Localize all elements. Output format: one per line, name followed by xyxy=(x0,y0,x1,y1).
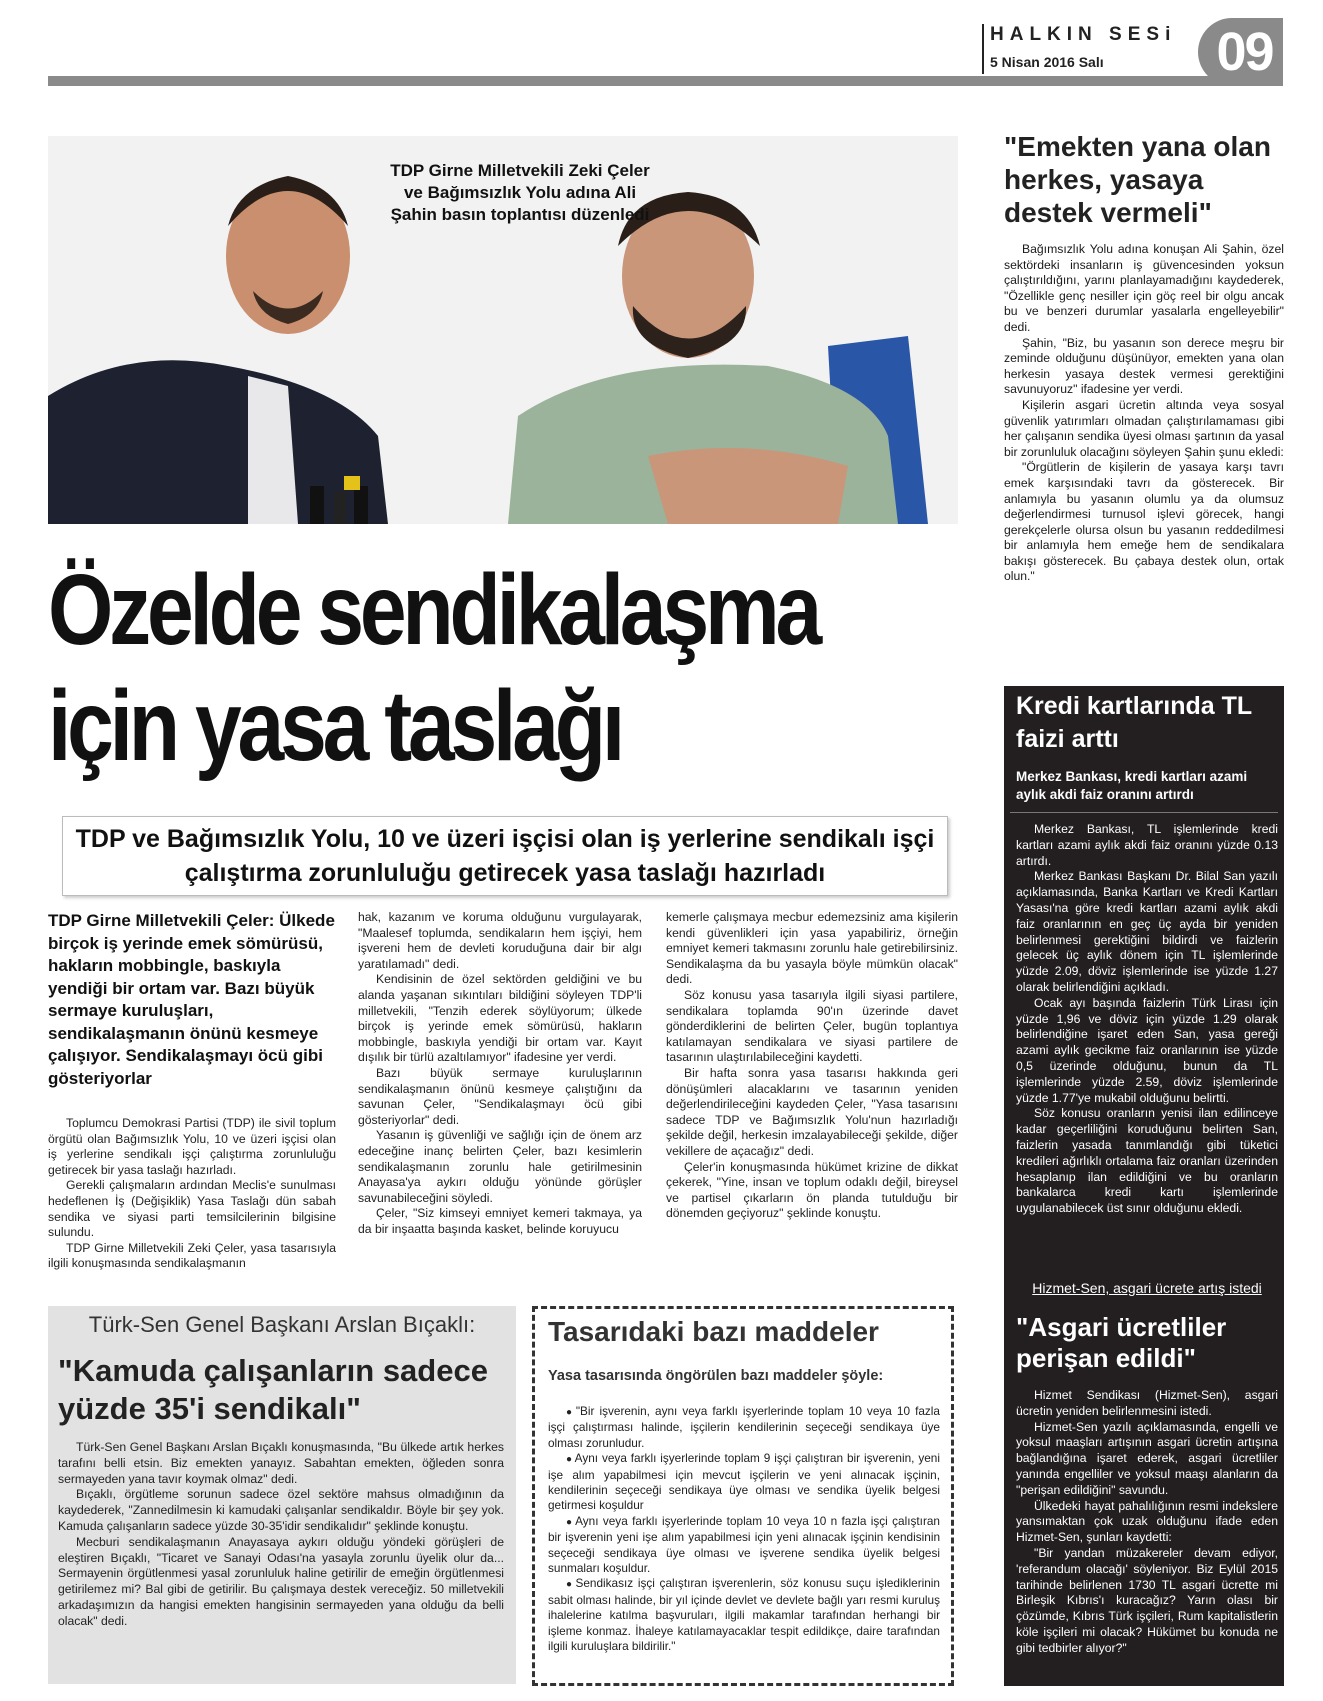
kredi-body xyxy=(1016,822,1278,1217)
article-paragraph: Merkez Bankası Başkanı Dr. Bilal San yazılı açıklamasında, Banka Kartları ve Kredi Kartları Yasası'na göre kredi kartları azami aylık akdi faiz oranlarının en geç üç ayda bir yeniden belirlenmesi gerektiğini bildirdi ve faizlerin gelecek üç aylık dönem için TL işlemlerinde yüzde 2.09, döviz işlemlerinde ise yüzde 1.27 olarak belirlendiğini açıkladı. xyxy=(1016,869,1278,994)
header-divider xyxy=(982,24,984,74)
kredi-divider xyxy=(1010,812,1278,813)
kredi-subtitle: Merkez Bankası, kredi kartları azami aylık akdi faiz oranını artırdı xyxy=(1016,769,1248,802)
article-paragraph: Gerekli çalışmaların ardından Meclis'e sunulması hedeflenen İş (Değişiklik) Yasa Taslağı dün sabah sendika ve siyasi parti temsilcilerinin bilgisine sulundu. xyxy=(48,1178,336,1240)
article-paragraph: Bağımsızlık Yolu adına konuşan Ali Şahin, özel sektördeki insanların iş güvencesinden yoksun çalıştırıldığını, yarını planlayamadığını kaydederek, "Özellikle genç nesiller için göç reel bir olgu ancak bu ve benzeri durumlar yasalarla engelleyebilir" dedi. xyxy=(1004,242,1284,334)
article-paragraph: Şahin, "Biz, bu yasanın son derece meşru bir zeminde olduğunu düşünüyor, emekten yana olan herkesin yasaya destek vermesi gerektiğini savunuyoruz" ifadesine yer verdi. xyxy=(1004,335,1284,397)
lead-paragraph: TDP Girne Milletvekili Çeler: Ülkede birçok iş yerinde emek sömürüsü, hakların mobbingle, baskıyla yendiği bir ortam var. Bazı büyük sermaye kuruluşları, sendikalaşmanın önünü kesmeye çalışıyor. Sendikalaşmayı öcü gibi gösteriyorlar xyxy=(48,911,335,1088)
article-column-1 xyxy=(48,1116,336,1272)
article-paragraph: "Bir yandan müzakereler devam ediyor, 'referandum olacağı' söyleniyor. Biz Eylül 2015 tarihinde belirlenen 1730 TL asgari ücrette mi Birleşik Kıbrıs'ı kuracağız? Yarın olası bir çözümde, Kıbrıs Türk işçileri, Rum kapitalistlerin köle işçileri mi olacak? Hükümet bu konuda ne gibi tedbirler alıyor?" xyxy=(1016,1545,1278,1655)
page-number: 09 xyxy=(1216,22,1273,82)
article-paragraph: Çeler, "Siz kimseyi emniyet kemeri takmaya, ya da bir inşaatta başında kasket, belinde koruyucu xyxy=(358,1206,642,1236)
turksen-kicker: Türk-Sen Genel Başkanı Arslan Bıçaklı: xyxy=(88,1312,476,1337)
headline-line-2: için yasa taslağı xyxy=(48,670,621,782)
article-column-2 xyxy=(358,910,642,1237)
list-item: ● Aynı veya farklı işyerlerinde toplam 9 işçi çalıştıran bir işverenin, yeni işe alım yapabilmesi için mevcut işçilerin ve yeni alınacak işçinin, kendilerinin seçeceği sendikaya üye olması ve sendika üyelik belgesi getirmesi koşuldur xyxy=(548,1451,940,1514)
article-paragraph: Toplumcu Demokrasi Partisi (TDP) ile sivil toplum örgütü olan Bağımsızlık Yolu, 10 ve üzeri işçisi olan iş yerlerine sendikalı işçi çalıştırma zorunluluğu getirecek bir yasa taslağı hazırladı. xyxy=(48,1116,336,1177)
article-paragraph: hak, kazanım ve koruma olduğunu vurgulayarak, "Maalesef toplumda, sendikaların hem işçiyi, hem işvereni hem de devleti koruduğuna dair bir algı yaratılamadı" dedi. xyxy=(358,910,642,971)
sidebar-article-title: "Emekten yana olan herkes, yasaya destek vermeli" xyxy=(1004,131,1271,228)
main-headline xyxy=(48,552,818,784)
newspaper-name: HALKIN SESi xyxy=(990,24,1177,45)
main-subtitle: TDP ve Bağımsızlık Yolu, 10 ve üzeri işçisi olan iş yerlerine sendikalı işçi çalıştırma zorunluluğu getirecek yasa taslağı hazırladı xyxy=(75,825,935,887)
article-paragraph: Söz konusu yasa tasarıyla ilgili siyasi partilere, sendikalara toplamda 90'ın üzerinde davet gönderdiklerini de belirten Çeler, bugün toplantıya katılamayan sendikalara ve siyasi partilere de tasarının ulaştırılabileceğini kaydetti. xyxy=(666,987,958,1065)
article-paragraph: Türk-Sen Genel Başkanı Arslan Bıçaklı konuşmasında, "Bu ülkede artık herkes tarafını belli etsin. Biz emekten yanayız. Sabahtan emekten, öğleden sonra sermayeden yana tavır koymak olmaz" dedi. xyxy=(58,1440,504,1486)
article-paragraph: Hizmet-Sen yazılı açıklamasında, engelli ve yoksul maaşları artışının asgari ücretin artışına bağlandığına işaret ederek, asgari ücretliler yanında engelliler ve yoksul maaşı alanların da "perişan edildiğini" savundu. xyxy=(1016,1419,1278,1497)
article-paragraph: Çeler'in konuşmasında hükümet krizine de dikkat çekerek, "Yine, insan ve toplum odaklı değil, bireysel ve partisel çıkarların ön planda tutulduğu bir dönemden geçiyoruz" şeklinde konuştu. xyxy=(666,1159,958,1221)
headline-line-1: Özelde sendikalaşma xyxy=(48,554,818,666)
article-paragraph: Bıçaklı, örgütleme sorunun sadece özel sektöre mahsus olmadığının da kaydederek, "Zannedilmesin ki kamudaki çalışanlar sendikaldır. Böyle bir şey yok. Kamuda çalışanların sadece yüzde 30-35'idir sendikalıdır" şeklinde konuştu. xyxy=(58,1487,504,1533)
article-paragraph: Kişilerin asgari ücretin altında veya sosyal güvenlik yatırımları olmadan çalıştırılamaması gibi her çalışanın sendika üyesi olması şartının da yasal bir zorunluluk olacağını söyleyen Şahin şunu ekledi: xyxy=(1004,397,1284,459)
turksen-body xyxy=(58,1440,504,1630)
article-paragraph: Kendisinin de özel sektörden geldiğini ve bu alanda yaşanan sıkıntıları bildiğini söyleyen TDP'li milletvekili, "Tenzih ederek söylüyorum; ülkede birçok iş yerinde emek sömürüsü, hakların mobbingle, baskıyla yendiği bir ortam var. Kayıt dışılık bir türlü azaltılamıyor" ifadesine yer verdi. xyxy=(358,972,642,1065)
list-item: ● Aynı veya farklı işyerlerinde toplam 10 veya 10 n fazla işçi çalıştıran bir işverenin yeni işe alım yapabilmesi için yeni alınacak işçinin kendisinin seçeceği sendikaya üye olması ve işverene sendika üyelik belgesi sunmaları koşuldur. xyxy=(548,1514,940,1577)
turksen-title: "Kamuda çalışanların sadece yüzde 35'i sendikalı" xyxy=(58,1353,488,1426)
article-paragraph: Bir hafta sonra yasa tasarısı hakkında geri dönüşümleri alacaklarını ve tasarının yeniden değerlendirileceğini kaydeden Çeler, "Yasa tasarısını sadece TDP ve Bağımsızlık Yolu'nun hazırladığı şekilde değil, herkesin imzalayabileceği şekilde, diğer vekillere de açacağız" dedi. xyxy=(666,1065,958,1158)
tasari-title: Tasarıdaki bazı maddeler xyxy=(548,1316,879,1347)
article-paragraph: TDP Girne Milletvekili Zeki Çeler, yasa tasarısıyla ilgili konuşmasında sendikalaşmanın xyxy=(48,1240,336,1271)
article-column-3 xyxy=(666,910,958,1222)
header-rule xyxy=(48,76,1283,86)
tasari-lead: Yasa tasarısında öngörülen bazı maddeler şöyle: xyxy=(548,1368,884,1384)
article-paragraph: Bazı büyük sermaye kuruluşlarının sendikalaşmanın önünü kesmeye çalıştığını da savunan Çeler, "Sendikalaşmayı öcü gibi gösteriyorlar" dedi. xyxy=(358,1065,642,1127)
article-paragraph: kemerle çalışmaya mecbur edemezsiniz ama kişilerin kendi güvenlikleri için yasa yapabiliriz, örneğin emniyet kemeri takmasını zorunlu hale getirebilirsiniz. Sendikalaşma da bu yasayla böyle mümkün olacak" dedi. xyxy=(666,910,958,987)
kredi-title: Kredi kartlarında TL faizi arttı xyxy=(1016,692,1252,753)
list-item: ● "Bir işverenin, aynı veya farklı işyerlerinde toplam 10 veya 10 fazla işçi çalıştırması halinde, işçilerin kendilerinin seçeceği sendikaya üye olması zorunludur. xyxy=(548,1404,940,1451)
article-paragraph: Hizmet Sendikası (Hizmet-Sen), asgari ücretin yeniden belirlenmesini istedi. xyxy=(1016,1388,1278,1418)
article-paragraph: Söz konusu oranların yenisi ilan edilinceye kadar geçerliliğini koruduğunu belirten San, faizlerin yasada tanımlandığı gibi tüketici kredileri ağırlıklı ortalama faiz oranları üzerinden hesaplanıp ilan edildiğini ve bu oranların bankalarca kredi kartı işlemlerinde uygulanabilecek üst sınır olduğunu ekledi. xyxy=(1016,1106,1278,1216)
list-item: ● Sendikasız işçi çalıştıran işverenlerin, söz konusu suçu işlediklerinin sabit olması halinde, bir yıl içinde devlet ve devlete bağlı yarı resmi kuruluş ihalelerine katılma başvuruları, ilgili makamlar tarafından herhangi bir işleme konmaz. İhaleye katılamayacaklar tespit edildikçe, daire tarafından ilgili kuruluşlara bildirilir." xyxy=(548,1576,940,1654)
article-paragraph: Ocak ayı başında faizlerin Türk Lirası için yüzde 1,96 ve döviz için yüzde 1.29 olarak belirlendiğine işaret eden San, yasa gereği azami aylık gecikme faiz oranlarının ise yüzde 0,5 üzerinde olduğunu, bunun da TL işlemlerinde yüzde 2.59, döviz işlemlerinde yüzde 1.77'ye mukabil olduğunu belirtti. xyxy=(1016,995,1278,1105)
hizmetsen-kicker: Hizmet-Sen, asgari ücrete artış istedi xyxy=(1032,1280,1262,1296)
article-paragraph: "Örgütlerin de kişilerin de yasaya karşı tavrı emek karşısındaki tavrı da gösterecek. Bir anlamıyla bu yasanın olumlu ya da olumsuz değerlendirmesi turnusol işlevi görecek, hangi gerekçelerle olursa olsun bu yasanın reddedilmesi bir anlamıyla hem emeğe hem de sendikalara bakışı gösterecek. Bu çabaya destek olun, ortak olun." xyxy=(1004,460,1284,584)
issue-date: 5 Nisan 2016 Salı xyxy=(990,54,1104,70)
sidebar-article-body xyxy=(1004,242,1284,585)
article-paragraph: Merkez Bankası, TL işlemlerinde kredi kartları azami aylık akdi faiz oranını yüzde 0.13 artırdı. xyxy=(1016,822,1278,868)
article-paragraph: Ülkedeki hayat pahalılığının resmi indekslere yansımaktan çok uzak olduğunu ifade eden Hizmet-Sen, şunları kaydetti: xyxy=(1016,1498,1278,1545)
article-paragraph: Mecburi sendikalaşmanın Anayasaya aykırı olduğu yöndeki görüşleri de eleştiren Bıçaklı, "Ticaret ve Sanayi Odası'na yasayla zorunlu üyelik olur da... Sermayenin örgütlenmesi yasal zorunluluk haline getirilir de emeğin örgütlenmesi getirilemez mi? Bal gibi de getirilir. Bu çalışmaya destek vereceğiz. 50 milletvekili arkadaşımızın da hangisi emekten hangisinin sermayeden yana olduğu da belli olacak" dedi. xyxy=(58,1534,504,1628)
hizmetsen-body xyxy=(1016,1388,1278,1657)
article-paragraph: Yasanın iş güvenliği ve sağlığı için de önem arz edeceğine inanç belirten Çeler, bazı kesimlerin sendikalaşmanın zorunlu hale getirilmesinin Anayasa'ya aykırı olduğu yönünde görüşler savunabileceğini söyledi. xyxy=(358,1128,642,1205)
hizmetsen-title: "Asgari ücretliler perişan edildi" xyxy=(1016,1312,1227,1373)
tasari-list xyxy=(548,1404,940,1655)
photo-caption: TDP Girne Milletvekili Zeki Çeler ve Bağımsızlık Yolu adına Ali Şahin basın toplantısı düzenledi xyxy=(390,161,650,224)
